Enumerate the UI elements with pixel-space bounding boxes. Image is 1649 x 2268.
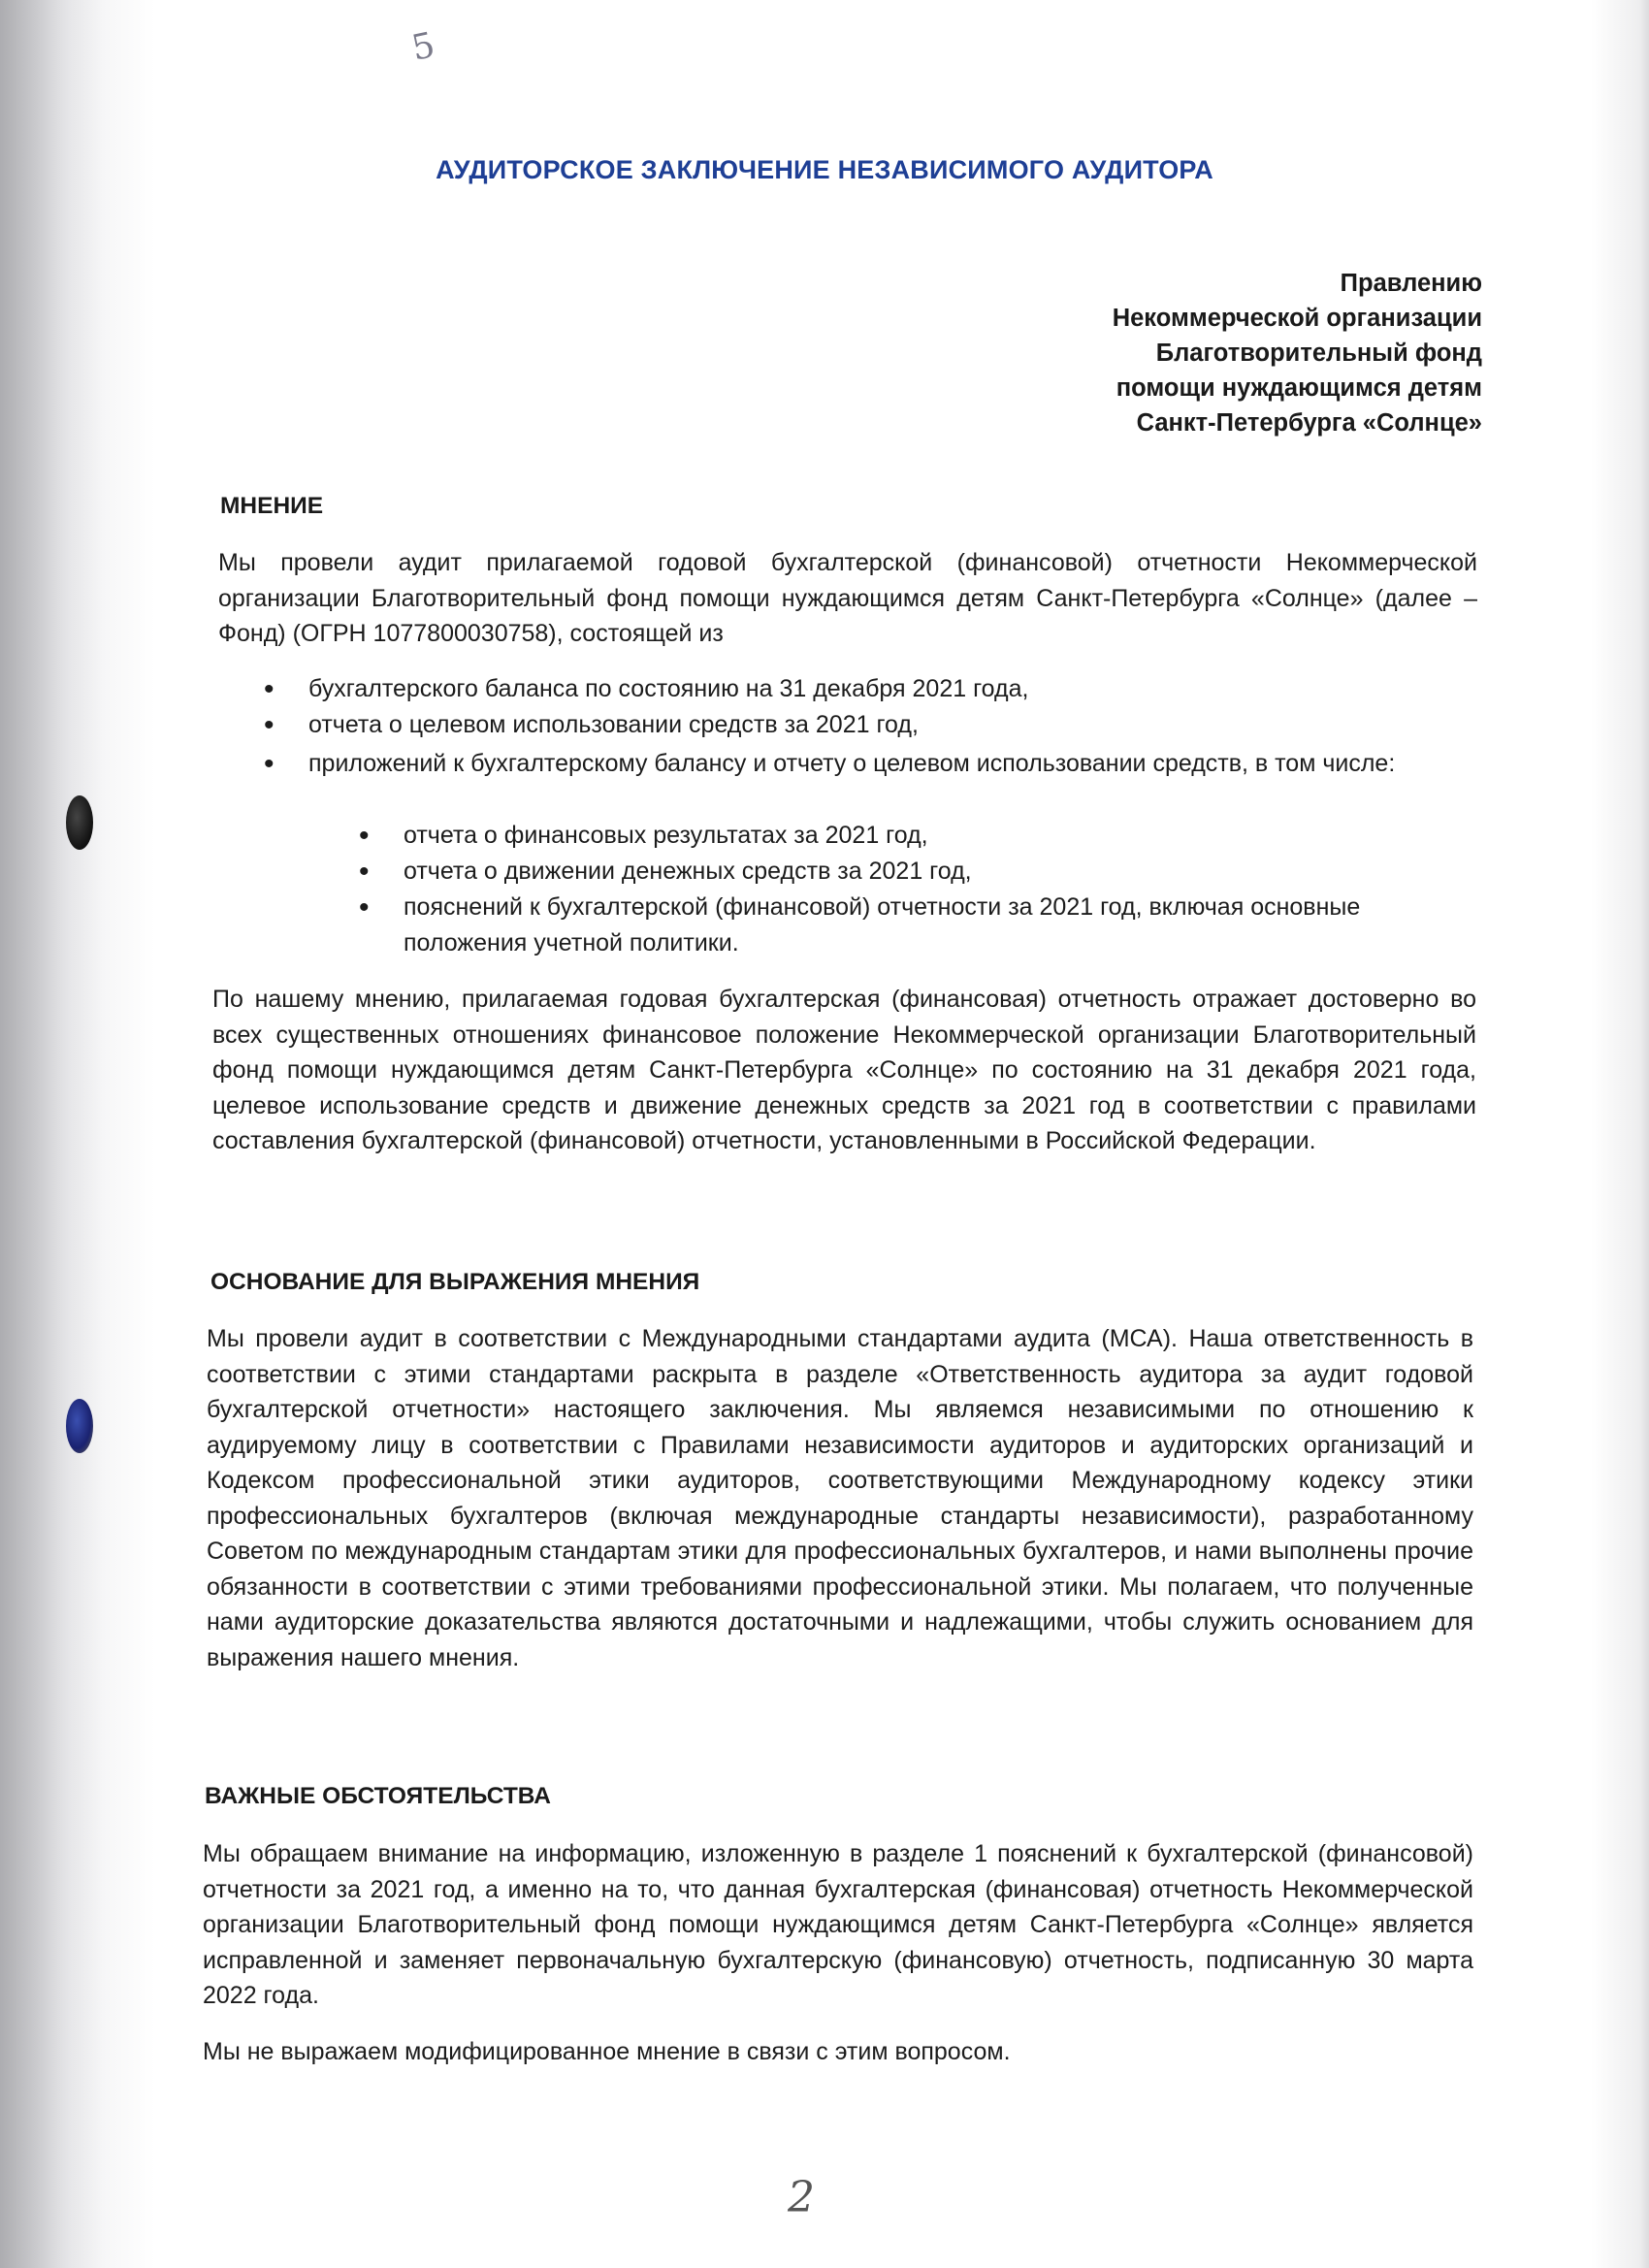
page-fold-shadow bbox=[0, 0, 102, 2268]
opinion-intro: Мы провели аудит прилагаемой годовой бухгалтерской (финансовой) отчетности Некоммерческой организации Благотворительный фонд помощи нуждающимся детям Санкт-Петербурга «Солнце» (далее – Фонд) (ОГРН 1077800030758), состоящей из bbox=[218, 549, 1477, 647]
addressee-line: Правлению bbox=[1340, 270, 1482, 297]
handwritten-page-number: 2 bbox=[788, 2173, 815, 2222]
binding-hole-blue bbox=[66, 1399, 93, 1453]
addressee-line: Благотворительный фонд bbox=[1155, 340, 1482, 367]
opinion-items-list bbox=[262, 671, 1479, 782]
addressee-line: помощи нуждающимся детям bbox=[1116, 374, 1482, 402]
addressee-block bbox=[1113, 266, 1482, 440]
handwritten-top-mark: 5 bbox=[407, 25, 438, 69]
list-item: • отчета о целевом использовании средств за 2021 год, bbox=[262, 707, 1479, 743]
binding-hole bbox=[66, 795, 93, 850]
list-item: • приложений к бухгалтерскому балансу и отчету о целевом использовании средств, в том числе: bbox=[262, 746, 1479, 782]
opinion-heading: МНЕНИЕ bbox=[220, 493, 324, 519]
emphasis-text: Мы обращаем внимание на информацию, изложенную в разделе 1 пояснений к бухгалтерской (финансовой) отчетности за 2021 год, а именно на то, что данная бухгалтерская (финансовая) отчетность Некоммерческой организации Благотворительный фонд помощи нуждающимся детям Санкт-Петербурга «Солнце» является исправленной и заменяет первоначальную бухгалтерскую (финансовую) отчетность, подписанную 30 марта 2022 года. bbox=[203, 1840, 1473, 2009]
addressee-line: Некоммерческой организации bbox=[1112, 305, 1482, 332]
list-item: • бухгалтерского баланса по состоянию на 31 декабря 2021 года, bbox=[262, 671, 1479, 707]
opinion-subitems-list bbox=[357, 818, 1479, 961]
list-item: • пояснений к бухгалтерской (финансовой) отчетности за 2021 год, включая основные положения учетной политики. bbox=[357, 890, 1479, 961]
emphasis-note: Мы не выражаем модифицированное мнение в связи с этим вопросом. bbox=[203, 2038, 1011, 2065]
addressee-line: Санкт-Петербурга «Солнце» bbox=[1136, 409, 1482, 437]
emphasis-heading: ВАЖНЫЕ ОБСТОЯТЕЛЬСТВА bbox=[205, 1783, 551, 1809]
list-item: • отчета о движении денежных средств за 2021 год, bbox=[357, 854, 1479, 890]
document-title: АУДИТОРСКОЕ ЗАКЛЮЧЕНИЕ НЕЗАВИСИМОГО АУДИТОРА bbox=[436, 155, 1213, 184]
basis-text: Мы провели аудит в соответствии с Международными стандартами аудита (МСА). Наша ответственность в соответствии с этими стандартами раскрыта в разделе «Ответственность аудитора за аудит годовой бухгалтерской отчетности» настоящего заключения. Мы являемся независимыми по отношению к аудируемому лицу в соответствии с Правилами независимости аудиторов и аудиторских организаций и Кодексом профессиональной этики аудиторов, соответствующими Международному кодексу этики профессиональных бухгалтеров (включая международные стандарты независимости), разработанному Советом по международным стандартам этики для профессиональных бухгалтеров, и нами выполнены прочие обязанности в соответствии с этими требованиями профессиональной этики. Мы полагаем, что полученные нами аудиторские доказательства являются достаточными и надлежащими, чтобы служить основанием для выражения нашего мнения. bbox=[207, 1325, 1473, 1671]
opinion-conclusion: По нашему мнению, прилагаемая годовая бухгалтерская (финансовая) отчетность отражает достоверно во всех существенных отношениях финансовое положение Некоммерческой организации Благотворительный фонд помощи нуждающимся детям Санкт-Петербурга «Солнце» по состоянию на 31 декабря 2021 года, целевое использование средств и движение денежных средств за 2021 год в соответствии с правилами составления бухгалтерской (финансовой) отчетности, установленными в Российской Федерации. bbox=[212, 986, 1476, 1154]
basis-heading: ОСНОВАНИЕ ДЛЯ ВЫРАЖЕНИЯ МНЕНИЯ bbox=[210, 1269, 700, 1295]
list-item: • отчета о финансовых результатах за 2021 год, bbox=[357, 818, 1479, 854]
